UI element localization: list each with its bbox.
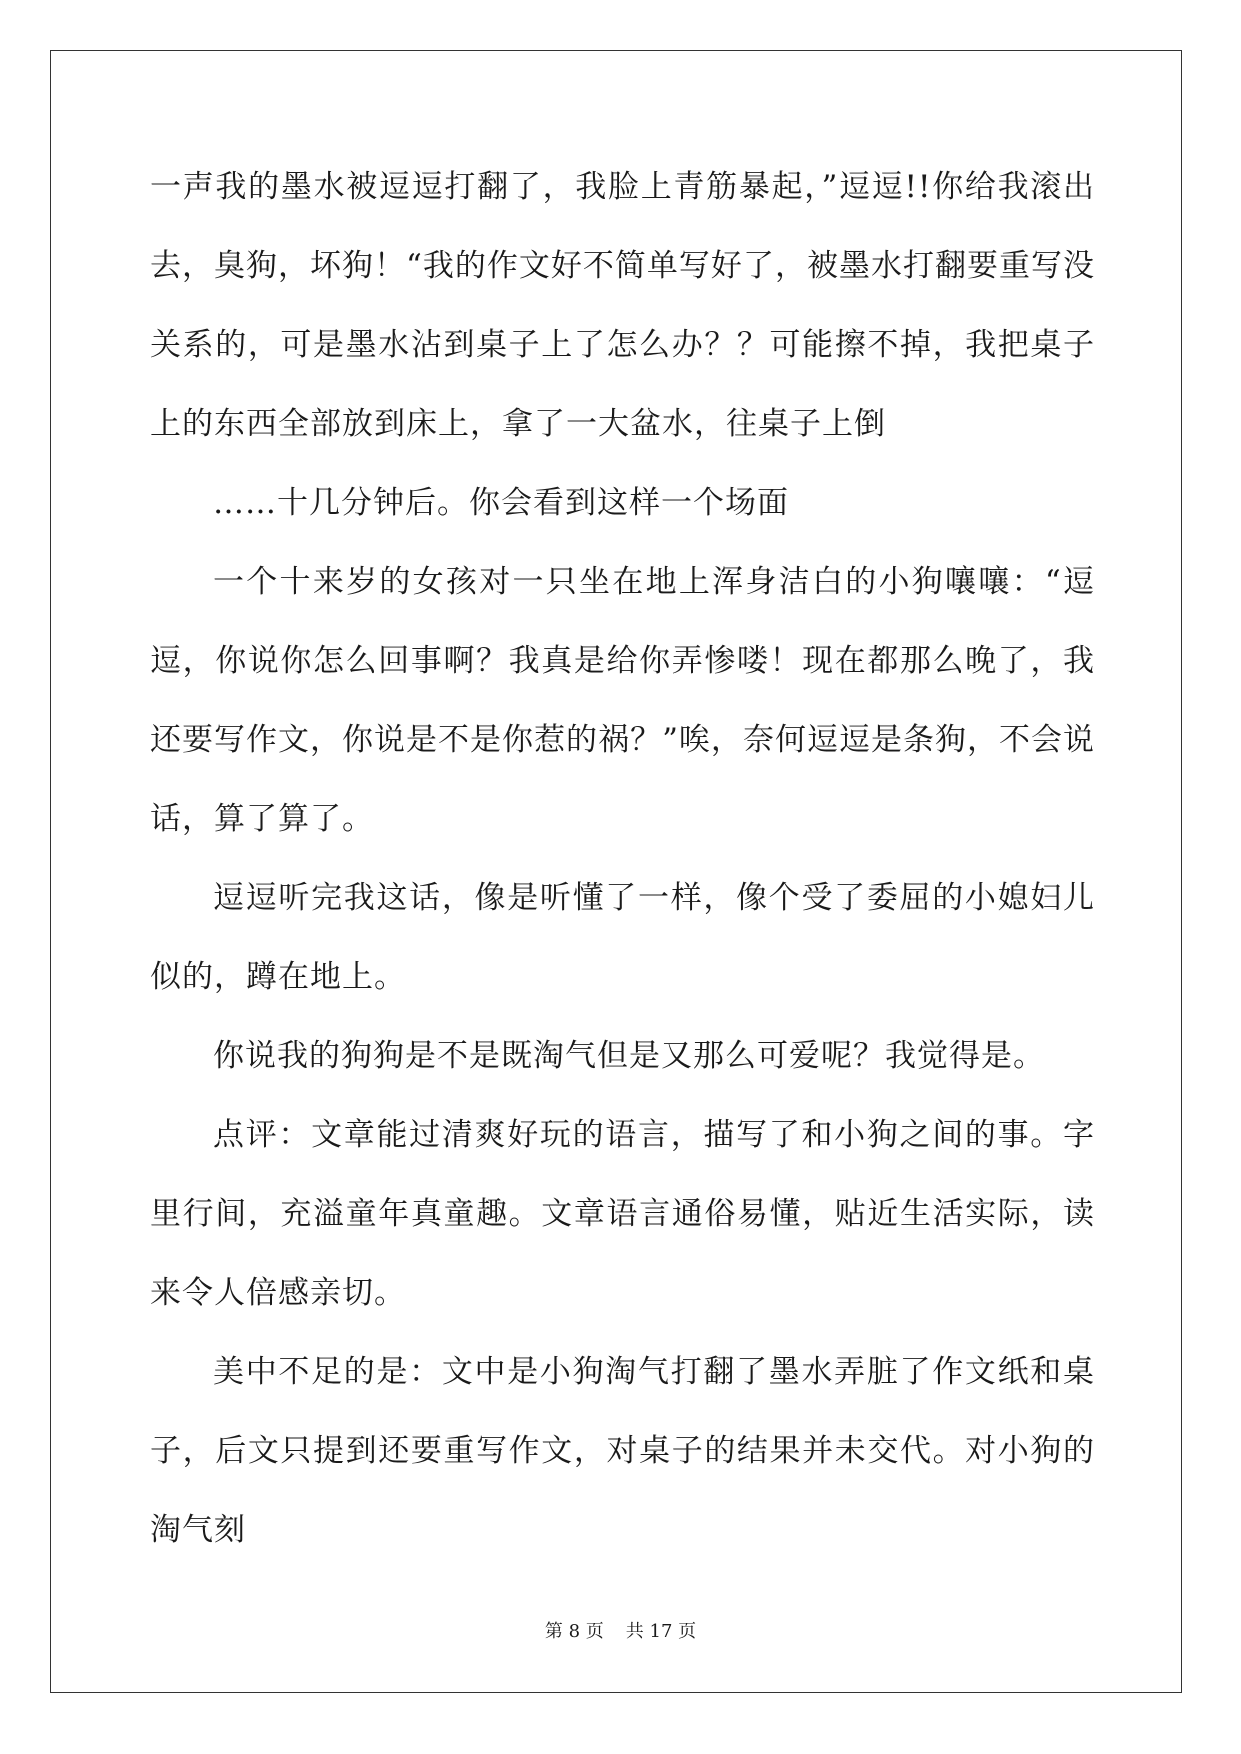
- paragraph: 美中不足的是：文中是小狗淘气打翻了墨水弄脏了作文纸和桌子，后文只提到还要重写作文，对桌子的结果并未交代。对小狗的淘气刻: [150, 1354, 1095, 1548]
- page-number: 第 8 页: [544, 1621, 604, 1642]
- paragraph: ……十几分钟后。你会看到这样一个场面: [213, 485, 789, 521]
- page-footer: [0, 1620, 1241, 1644]
- paragraph: 你说我的狗狗是不是既淘气但是又那么可爱呢？我觉得是。: [213, 1038, 1045, 1074]
- paragraph: 点评：文章能过清爽好玩的语言，描写了和小狗之间的事。字里行间，充溢童年真童趣。文章语言通俗易懂，贴近生活实际，读来令人倍感亲切。: [150, 1117, 1095, 1311]
- page-total: 共 17 页: [625, 1621, 697, 1642]
- document-body: [150, 148, 1095, 1570]
- paragraph: 一声我的墨水被逗逗打翻了，我脸上青筋暴起，”逗逗!!你给我滚出去，臭狗，坏狗！“我的作文好不简单写好了，被墨水打翻要重写没关系的，可是墨水沾到桌子上了怎么办？？可能擦不掉，我把桌子上的东西全部放到床上，拿了一大盆水，往桌子上倒: [150, 169, 1095, 442]
- paragraph: 逗逗听完我这话，像是听懂了一样，像个受了委屈的小媳妇儿似的，蹲在地上。: [150, 880, 1095, 995]
- paragraph: 一个十来岁的女孩对一只坐在地上浑身洁白的小狗嚷嚷：“逗逗，你说你怎么回事啊？我真是给你弄惨喽！现在都那么晚了，我还要写作文，你说是不是你惹的祸？”唉，奈何逗逗是条狗，不会说话，算了算了。: [150, 564, 1095, 837]
